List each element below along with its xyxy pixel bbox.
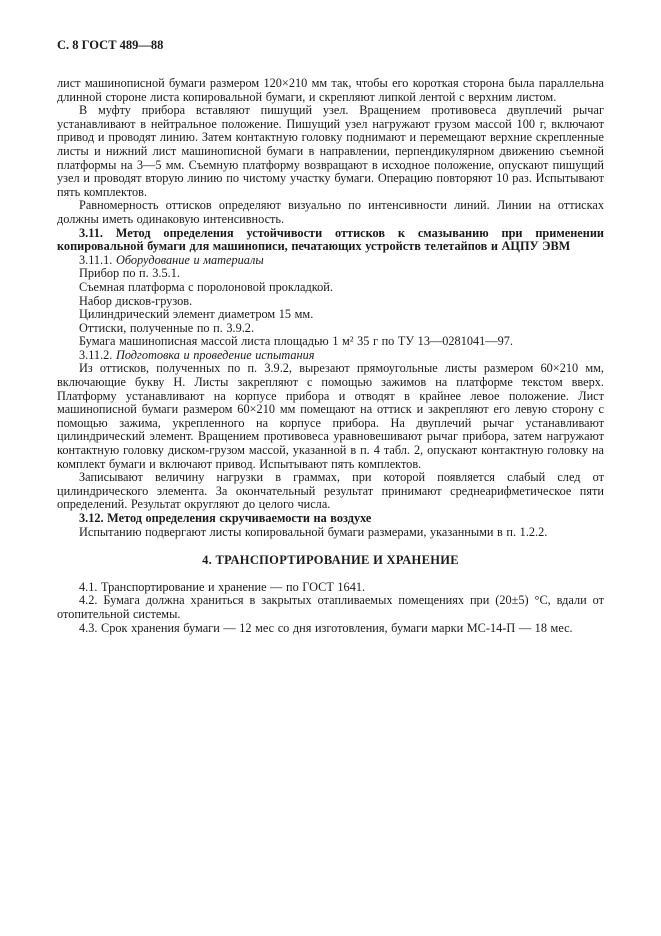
paragraph: Записывают величину нагрузки в граммах, при которой появляется слабый след от цилиндрического элемента. За окончательный результат принимают среднеарифметическое пяти определений. Результат округляют до целого числа. bbox=[57, 470, 604, 512]
paragraph: Набор дисков-грузов. bbox=[79, 293, 193, 308]
paragraph: Испытанию подвергают листы копировальной бумаги размерами, указанными в п. 1.2.2. bbox=[79, 524, 548, 539]
clause-heading: 3.11. Метод определения устойчивости оттисков к смазыванию при применении копировальной бумаги для машинописи, печатающих устройств телетайпов и АЦПУ ЭВМ bbox=[57, 225, 604, 254]
clause-title: Оборудование и материалы bbox=[115, 252, 264, 267]
clause-subheading bbox=[57, 254, 604, 268]
paragraph: В муфту прибора вставляют пишущий узел. Вращением противовеса двуплечий рычаг устанавливают в нейтральное положение. Пишущий узел нагружают грузом массой 100 г, включают привод и проводят линию. Затем контактную головку поднимают и перемещают верхние скрепленные листы и нижний лист машинописной бумаги в направлении, перпендикулярном движению съемной платформы на 3—5 мм. Съемную платформу возвращают в исходное положение, опускают пишущий узел и проводят вторую линию по чистому участку бумаги. Операцию повторяют 10 раз. Испытывают пять комплектов. bbox=[57, 103, 604, 199]
paragraph: Оттиски, полученные по п. 3.9.2. bbox=[79, 320, 255, 335]
paragraph: Бумага машинописная массой листа площадью 1 м² 35 г по ТУ 13—0281041—97. bbox=[79, 334, 513, 349]
paragraph: Из оттисков, полученных по п. 3.9.2, вырезают прямоугольные листы размером 60×210 мм, включающие букву Н. Листы закрепляют с помощью зажимов на платформе текстом вверх. Платформу устанавливают на корпусе прибора и отводят в крайнее левое положение. Лист машинописной бумаги размером 60×210 мм помещают на оттиск и закрепляют его левую сторону с помощью зажима, укрепленного на корпусе прибора. На двуплечий рычаг устанавливают цилиндрический элемент. Вращением противовеса уравновешивают рычаг прибора, затем нагружают контактную головку диском-грузом массой, указанной в п. 4 табл. 2, опускают контактную головку на комплект бумаги и включают привод. Испытывают пять комплектов. bbox=[57, 361, 604, 471]
paragraph: Съемная платформа с поролоновой прокладкой. bbox=[79, 279, 333, 294]
paragraph: Равномерность оттисков определяют визуально по интенсивности линий. Линии на оттисках должны иметь одинаковую интенсивность. bbox=[57, 198, 604, 226]
paragraph: 4.2. Бумага должна храниться в закрытых отапливаемых помещениях при (20±5) °С, вдали от отопительной системы. bbox=[57, 593, 604, 621]
clause-subheading bbox=[57, 349, 604, 363]
clause-number: 3.11.2. bbox=[79, 347, 116, 362]
paragraph: 4.3. Срок хранения бумаги — 12 мес со дня изготовления, бумаги марки МС-14-П — 18 мес. bbox=[79, 620, 573, 635]
paragraph: лист машинописной бумаги размером 120×210 мм так, чтобы его короткая сторона была параллельна длинной стороне листа копировальной бумаги, и скрепляют липкой лентой с верхним листом. bbox=[57, 76, 604, 104]
clause-title: Подготовка и проведение испытания bbox=[115, 347, 315, 362]
paragraph: Цилиндрический элемент диаметром 15 мм. bbox=[79, 307, 314, 322]
paragraph: 4.1. Транспортирование и хранение — по ГОСТ 1641. bbox=[79, 579, 366, 594]
clause-number: 3.11.1. bbox=[79, 252, 116, 267]
section-heading: 4. ТРАНСПОРТИРОВАНИЕ И ХРАНЕНИЕ bbox=[202, 553, 459, 568]
document-body bbox=[57, 77, 604, 635]
paragraph: Прибор по п. 3.5.1. bbox=[79, 266, 180, 281]
page-header: С. 8 ГОСТ 489—88 bbox=[57, 38, 164, 52]
clause-heading: 3.12. Метод определения скручиваемости на воздухе bbox=[79, 511, 372, 525]
